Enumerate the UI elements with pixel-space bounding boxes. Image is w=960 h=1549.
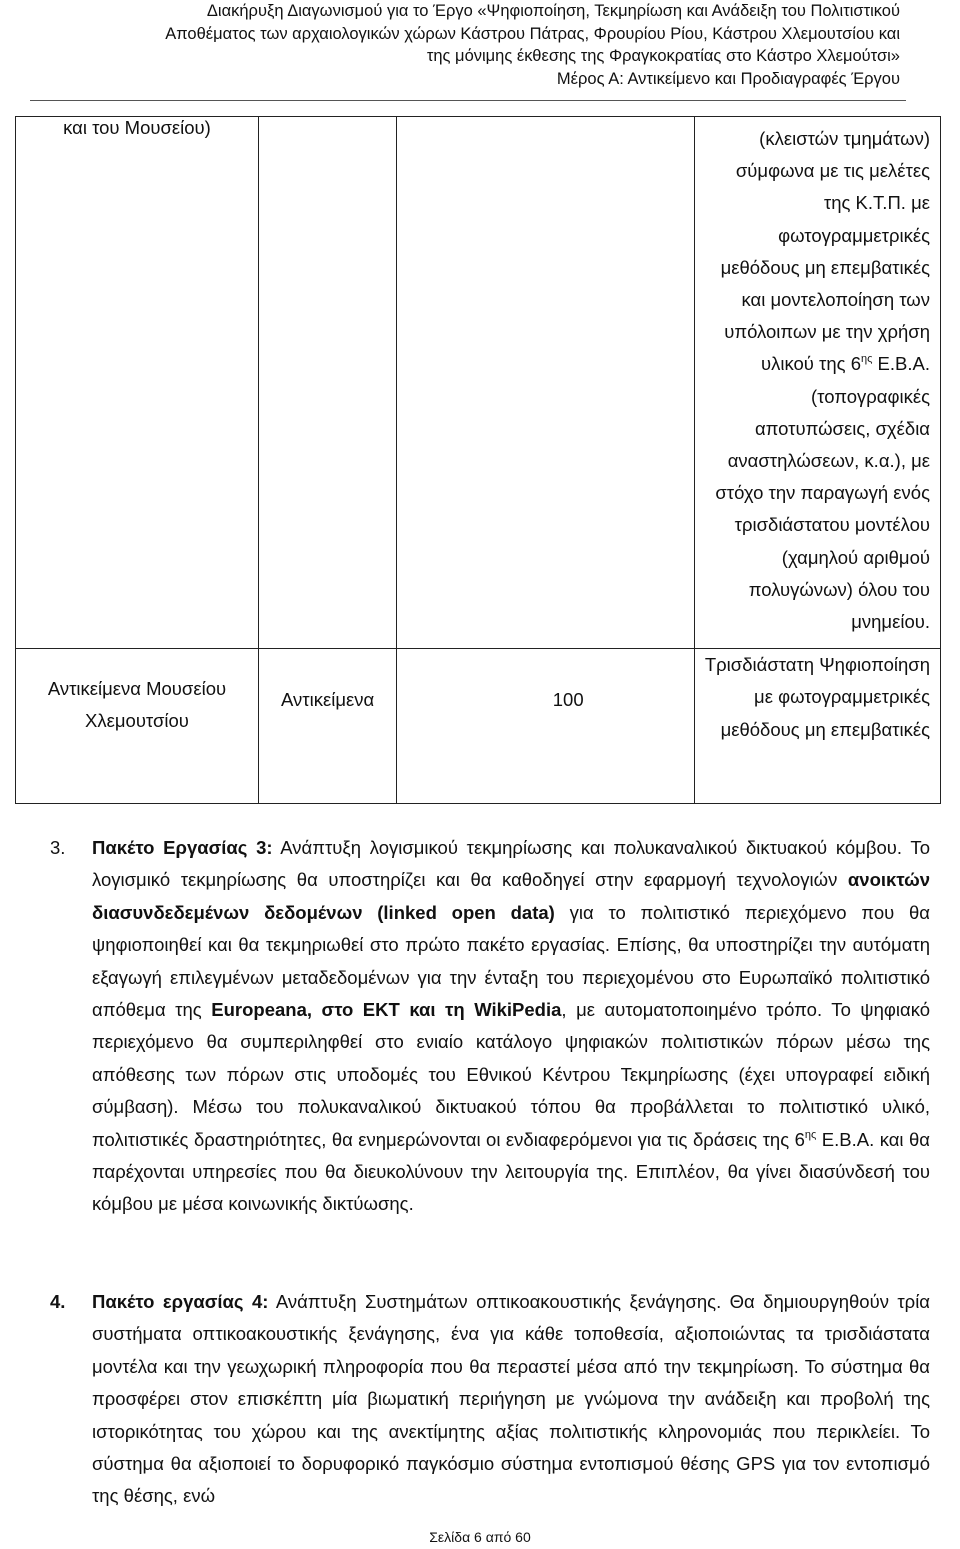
section-number: 4. (50, 1291, 66, 1312)
cell-text: Τρισδιάστατη Ψηφιοποίηση με φωτογραμμετρικές μεθόδους μη επεμβατικές (704, 654, 930, 740)
paragraph-text: Ε.Β.Α. και θα παρέχονται υπηρεσίες που θα διευκολύνουν την λειτουργία της. Επιπλέον, θα γίνει διασύνδεσή του κόμβου με μέσα κοινωνικής δικτύωσης. (92, 1128, 931, 1215)
paragraph-text: για το πολιτιστικό περιεχόμενο που θα ψηφιοποιηθεί και θα τεκμηριωθεί στο πρώτο πακέτο εργασίας. Επίσης, θα υποστηρίζει την αυτόματη εξαγωγή επιλεγμένων μεταδεδομένων για την ένταξη του περιεχομένου στο Ευρωπαϊκό πολιτιστικό απόθεμα της (92, 901, 930, 1021)
table-row (16, 117, 941, 649)
cell-text: Αντικείμενα Μουσείου Χλεμουτσίου (47, 678, 227, 732)
bold-text: ανοικτών διασυνδεδεμένων δεδομένων (linked open data) (92, 869, 930, 923)
page-footer (0, 1529, 960, 1545)
cell-text: Αντικείμενα (281, 689, 375, 711)
header-line-2: Αποθέματος των αρχαιολογικών χώρων Κάστρου Πάτρας, Φρουρίου Ρίου, Κάστρου Χλεμουτσίου και (165, 24, 900, 43)
table-cell (258, 649, 396, 804)
cell-text: (κλειστών τμημάτων) σύμφωνα με τις μελέτες της Κ.Τ.Π. με φωτογραμμετρικές μεθόδους μη επεμβατικές και μοντελοποίηση των υπόλοιπων με την χρήση υλικού της 6 (720, 128, 930, 375)
header-divider (30, 100, 906, 101)
header-line-3: της μόνιμης έκθεσης της Φραγκοκρατίας στο Κάστρο Χλεμούτσι» (426, 47, 900, 65)
section-3 (50, 832, 930, 1221)
paragraph-text: Ανάπτυξη Συστημάτων οπτικοακουστικής ξενάγησης. Θα δημιουργηθούν τρία συστήματα οπτικοακουστικής ξενάγησης, ένα για κάθε τοποθεσία, αξιοποιώντας τα τρισδιάστατα μοντέλα και την γεωχωρική πληροφορία που θα περαστεί μέσα από την τεκμηρίωση. Το σύστημα θα προσφέρει στον επισκέπτη μία βιωματική περιήγηση με γνώμονα την ανάδειξη και προβολή της ιστορικότητας του χώρου και της ανεκτίμητης αξίας πολιτιστικής κληρονομιάς που περικλείει. Το σύστημα θα αξιοποιεί το δορυφορικό παγκόσμιο σύστημα εντοπισμού θέσης GPS για τον εντοπισμό της θέσης, ενώ (92, 1291, 931, 1507)
header-line-4: Μέρος Α: Αντικείμενο και Προδιαγραφές Έργου (556, 69, 900, 88)
section-title: Πακέτο εργασίας 4: (92, 1291, 269, 1312)
section-title: Πακέτο Εργασίας 3: (92, 837, 273, 858)
section-body (92, 1286, 930, 1513)
page-header (30, 0, 900, 90)
section-number: 3. (50, 837, 66, 858)
superscript: ης (861, 353, 873, 366)
table-cell (16, 117, 259, 649)
table-cell (694, 649, 940, 804)
paragraph-text: , με αυτοματοποιημένο τρόπο. Το ψηφιακό περιεχόμενο θα συμπεριληφθεί στο ενιαίο κατάλογο ψηφιακών πολιτιστικών πόρων μέσω της απόθεσης των πόρων στις υποδομές του Εθνικού Κέντρου Τεκμηρίωσης (έχει υπογραφεί ειδική σύμβαση). Μέσω του πολυκαναλικού δικτυακού τόπου θα προβάλλεται το πολιτιστικό υλικό, πολιτιστικές δραστηριότητες, θα ενημερώνονται οι ενδιαφερόμενοι για τις δράσεις της 6 (92, 999, 931, 1150)
section-body (92, 832, 930, 1221)
cell-text: και του Μουσείου) (63, 117, 211, 138)
cell-text: Ε.Β.Α. (τοπογραφικές αποτυπώσεις, σχέδια αναστηλώσεων, κ.α.), με στόχο την παραγωγή ενός τρισδιάστατου μοντέλου (χαμηλού αριθμού πολυγώνων) όλου του μνημείου. (715, 353, 930, 633)
table-cell (397, 117, 694, 649)
paragraph-text: Ανάπτυξη λογισμικού τεκμηρίωσης και πολυκαναλικού δικτυακού κόμβου. Το λογισμικό τεκμηρίωσης θα υποστηρίζει και θα καθοδηγεί στην εφαρμογή τεχνολογιών (92, 837, 930, 891)
objects-table (15, 116, 941, 804)
bold-text: Europeana, στο ΕΚΤ και τη WikiPedia (211, 999, 562, 1021)
table-cell (397, 649, 694, 804)
page-number: Σελίδα 6 από 60 (429, 1529, 531, 1545)
table-cell (16, 649, 259, 804)
cell-text: 100 (552, 689, 584, 711)
table-cell (694, 117, 940, 649)
header-line-1: Διακήρυξη Διαγωνισμού για το Έργο «Ψηφιοποίηση, Τεκμηρίωση και Ανάδειξη του Πολιτιστικού (206, 2, 900, 20)
table-cell (258, 117, 396, 649)
superscript: ης (804, 1128, 817, 1141)
table-row (16, 649, 941, 804)
section-4 (50, 1286, 930, 1513)
